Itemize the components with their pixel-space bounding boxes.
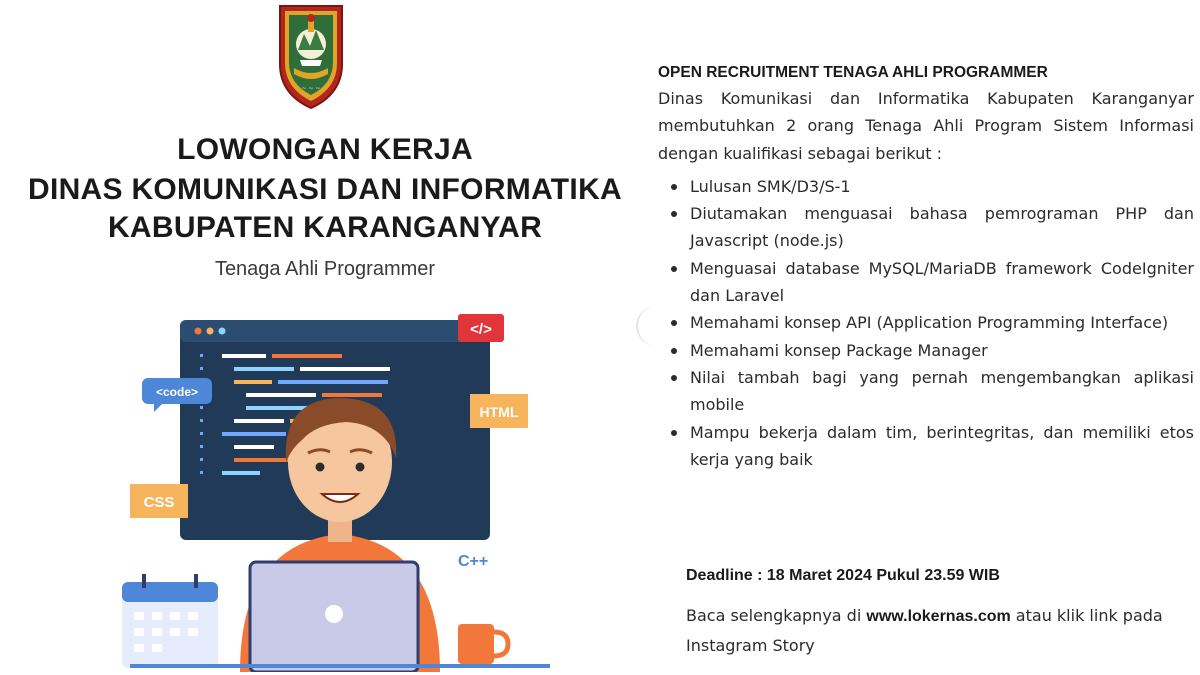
coffee-mug-icon (458, 624, 508, 664)
poster-title-line-2: DINAS KOMUNIKASI DAN INFORMATIKA (27, 173, 622, 206)
html-tag-icon (470, 394, 528, 428)
recruitment-intro: Dinas Komunikasi dan Informatika Kabupaten Karanganyar membutuhkan 2 orang Tenaga Ahli Program Sistem Informasi dengan kualifikasi sebagai berikut : (658, 89, 1194, 163)
bullet-icon (671, 375, 677, 381)
list-item: Nilai tambah bagi yang pernah mengembangkan aplikasi mobile (658, 364, 1194, 419)
qualification-list (658, 173, 1194, 473)
regency-emblem-icon (276, 2, 346, 110)
recruitment-heading: OPEN RECRUITMENT TENAGA AHLI PROGRAMMER (658, 64, 1048, 81)
poster-title-line-1: LOWONGAN KERJA (177, 133, 473, 166)
bullet-icon (671, 320, 677, 326)
deadline-text: Deadline : 18 Maret 2024 Pukul 23.59 WIB (686, 567, 1000, 584)
bullet-icon (671, 266, 677, 272)
bullet-icon (671, 184, 677, 190)
svg-text:<code>: <code> (155, 385, 199, 399)
list-item: Lulusan SMK/D3/S-1 (658, 173, 1194, 200)
list-item: Menguasai database MySQL/MariaDB framework CodeIgniter dan Laravel (658, 255, 1194, 310)
poster-title-line-3: KABUPATEN KARANGANYAR (107, 211, 543, 244)
calendar-icon (122, 574, 218, 668)
cpp-tag-icon: C++ (458, 553, 489, 570)
read-more-text: Baca selengkapnya di www.lokernas.com atau klik link pada Instagram Story (686, 606, 1163, 655)
list-item: Diutamakan menguasai bahasa pemrograman PHP dan Javascript (node.js) (658, 200, 1194, 255)
svg-text:~ ~ ~: ~ ~ ~ (301, 85, 321, 92)
svg-text:CSS: CSS (143, 494, 175, 511)
lokernas-link[interactable]: www.lokernas.com (866, 608, 1011, 625)
list-item: Memahami konsep API (Application Programming Interface) (658, 309, 1194, 336)
code-tag-icon (458, 314, 504, 342)
programmer-illustration (110, 312, 570, 672)
bullet-icon (671, 430, 677, 436)
laptop-icon (250, 562, 418, 672)
svg-text:</>: </> (470, 321, 492, 338)
desk-line (130, 664, 550, 668)
svg-text:HTML: HTML (479, 404, 519, 420)
list-item: Mampu bekerja dalam tim, berintegritas, dan memiliki etos kerja yang baik (658, 419, 1194, 474)
job-details-panel (658, 56, 1194, 473)
bullet-icon (671, 211, 677, 217)
css-tag-icon (130, 484, 188, 518)
list-item: Memahami konsep Package Manager (658, 337, 1194, 364)
poster-subtitle: Tenaga Ahli Programmer (214, 258, 436, 280)
bullet-icon (671, 348, 677, 354)
